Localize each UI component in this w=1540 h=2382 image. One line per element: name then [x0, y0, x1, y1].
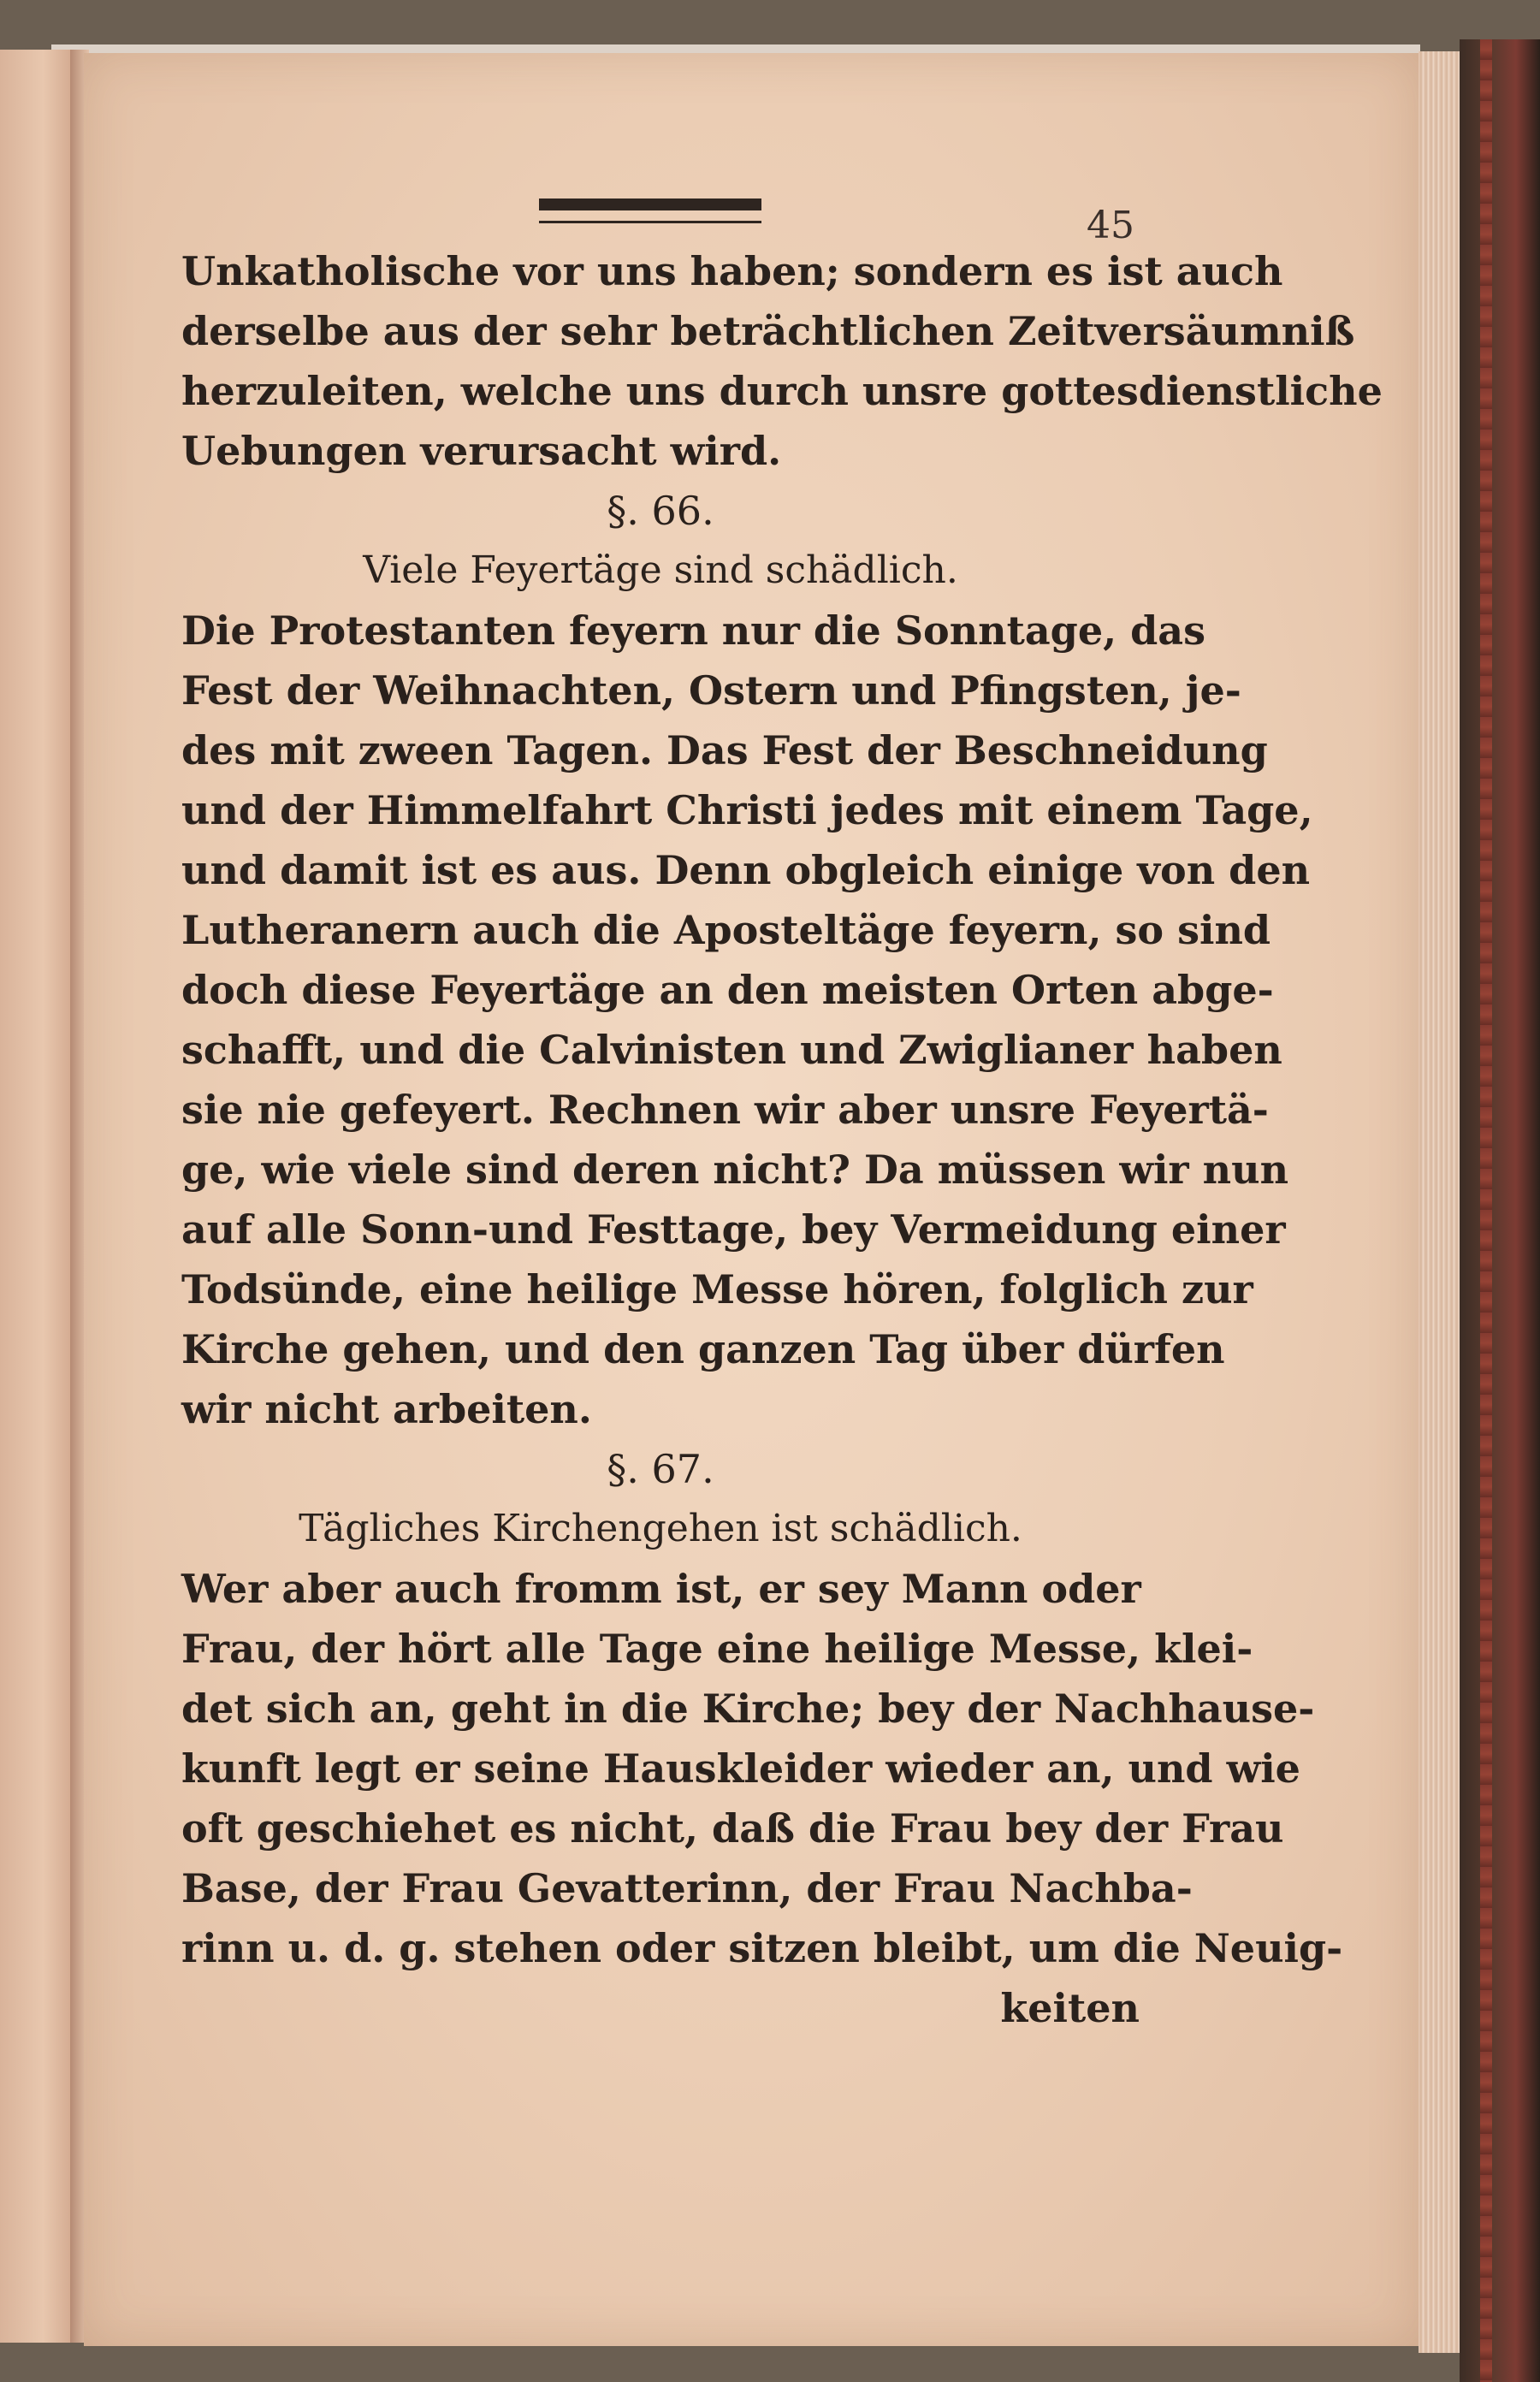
section-67-heading: Tägliches Kirchengehen ist schädlich. — [299, 1507, 1022, 1550]
cover-binding-stripe — [1480, 39, 1492, 2382]
text-line: det sich an, geht in die Kirche; bey der Nachhause- — [181, 1686, 1315, 1732]
page-number: 45 — [1087, 204, 1134, 247]
text-line: Kirche gehen, und den ganzen Tag über dürfen — [181, 1326, 1225, 1372]
left-page-edge — [0, 50, 79, 2343]
text-line: und damit ist es aus. Denn obgleich einige von den — [181, 847, 1311, 893]
text-line: Fest der Weihnachten, Ostern und Pfingsten, je- — [181, 667, 1241, 714]
section-67-label: §. 67. — [607, 1446, 714, 1492]
text-line: und der Himmelfahrt Christi jedes mit einem Tage, — [181, 787, 1313, 833]
text-line: des mit zween Tagen. Das Fest der Beschneidung — [181, 727, 1268, 773]
text-line: derselbe aus der sehr beträchtlichen Zeitversäumniß — [181, 308, 1355, 354]
page-text — [181, 241, 1383, 2038]
text-line: sie nie gefeyert. Rechnen wir aber unsre Feyertä- — [181, 1087, 1269, 1133]
text-line: wir nicht arbeiten. — [181, 1386, 592, 1432]
text-line: Frau, der hört alle Tage eine heilige Messe, klei- — [181, 1626, 1253, 1672]
text-line: doch diese Feyertäge an den meisten Orten abge- — [181, 967, 1274, 1013]
text-line: schafft, und die Calvinisten und Zwiglianer haben — [181, 1027, 1282, 1073]
section-66-label: §. 66. — [607, 488, 714, 534]
text-line: rinn u. d. g. stehen oder sitzen bleibt, um die Neuig- — [181, 1925, 1343, 1971]
text-line: Todsünde, eine heilige Messe hören, folglich zur — [181, 1266, 1253, 1312]
text-line: Lutheranern auch die Aposteltäge feyern, so sind — [181, 907, 1271, 953]
book-cover-edge — [1460, 39, 1540, 2382]
text-line: auf alle Sonn-und Festtage, bey Vermeidung einer — [181, 1206, 1286, 1253]
text-line: Die Protestanten feyern nur die Sonntage, das — [181, 607, 1206, 654]
text-line: ge, wie viele sind deren nicht? Da müssen wir nun — [181, 1147, 1289, 1193]
text-line: oft geschiehet es nicht, daß die Frau bey der Frau — [181, 1805, 1284, 1852]
text-line: kunft legt er seine Hauskleider wieder an, und wie — [181, 1745, 1300, 1792]
text-line: Base, der Frau Gevatterinn, der Frau Nachba- — [181, 1865, 1193, 1911]
text-line: herzuleiten, welche uns durch unsre gottesdienstliche — [181, 368, 1383, 414]
text-line: Unkatholische vor uns haben; sondern es ist auch — [181, 248, 1283, 294]
section-66-heading: Viele Feyertäge sind schädlich. — [363, 548, 958, 592]
catchword: keiten — [1000, 1985, 1140, 2031]
header-ornament-rule — [539, 198, 761, 210]
text-line: Wer aber auch fromm ist, er sey Mann oder — [181, 1566, 1141, 1612]
header-thin-rule — [539, 221, 761, 223]
page-fore-edge — [1419, 51, 1461, 2353]
text-line: Uebungen verursacht wird. — [181, 428, 782, 474]
